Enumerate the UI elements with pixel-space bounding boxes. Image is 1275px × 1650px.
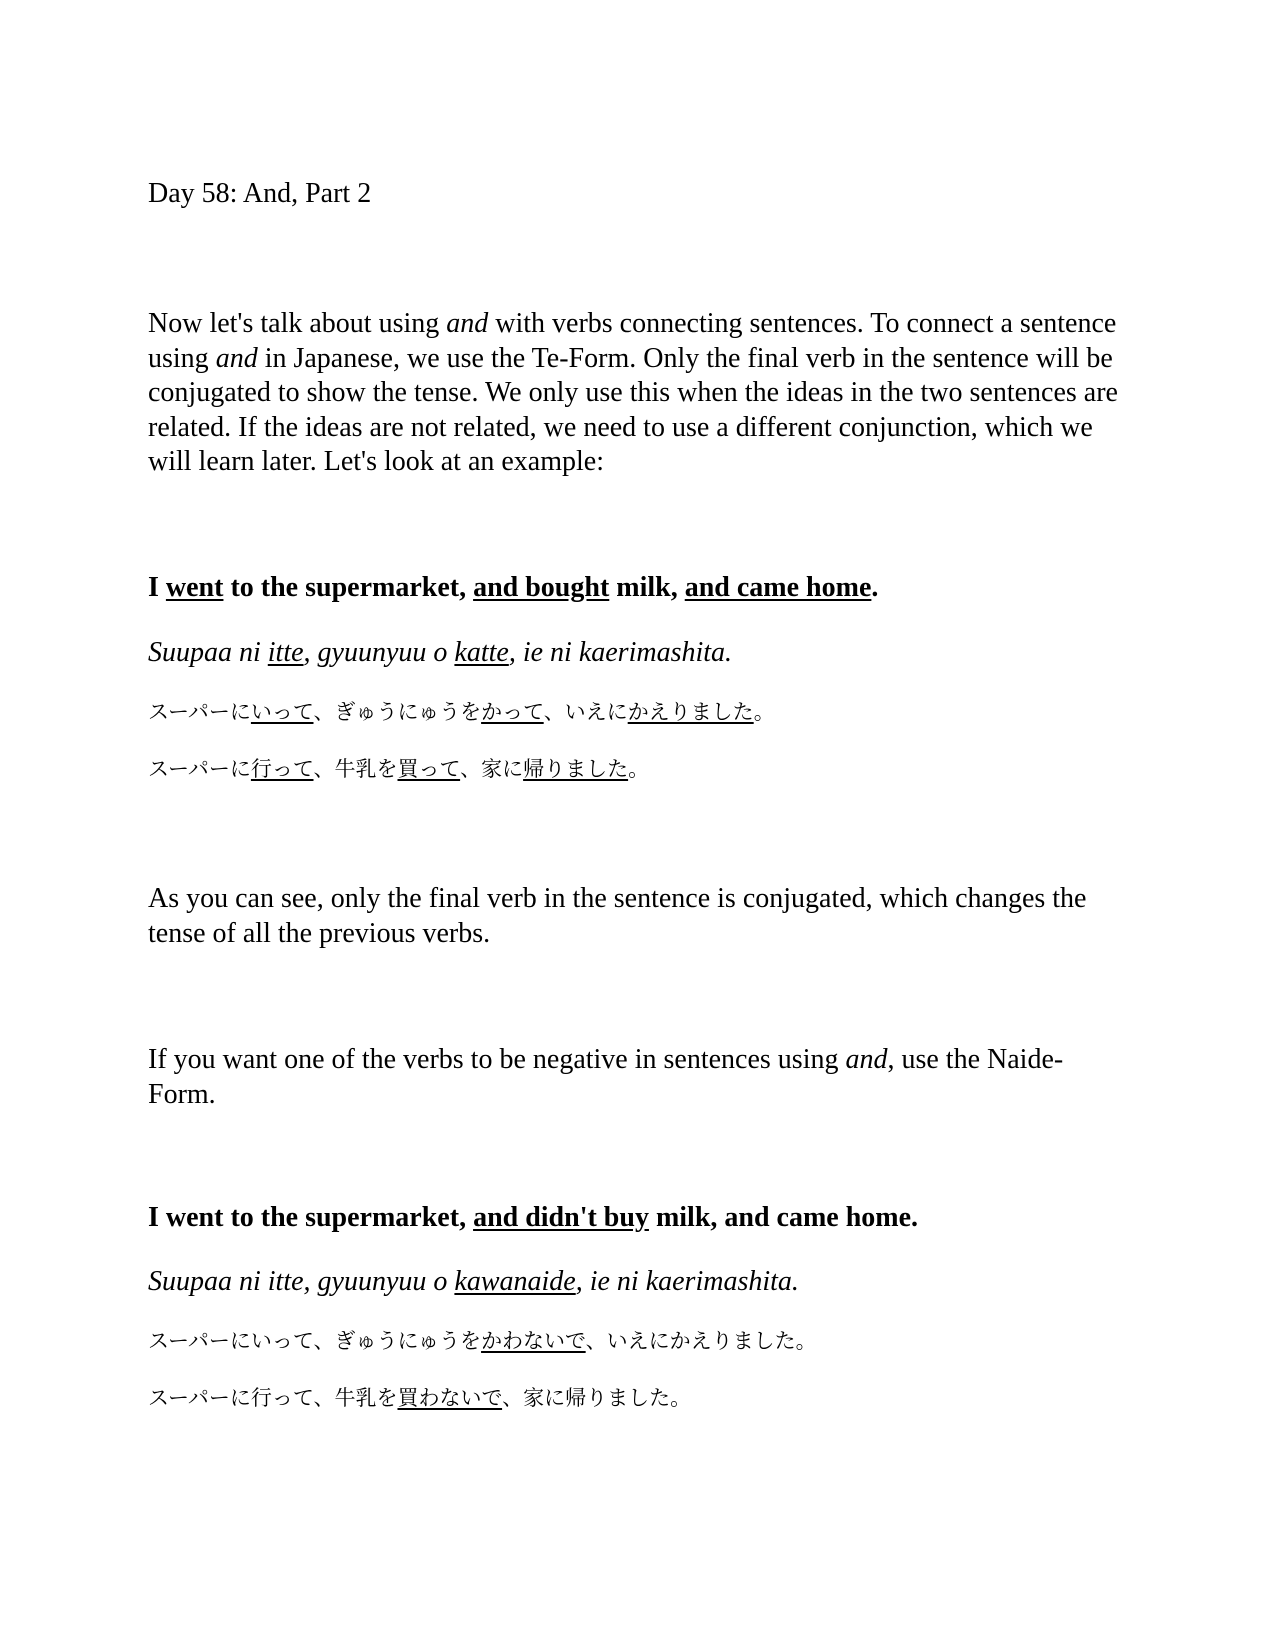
ex1-kana-part: 、ぎゅうにゅうを bbox=[313, 700, 482, 724]
page-title: Day 58: And, Part 2 bbox=[148, 178, 372, 209]
neg-intro-text-1: If you want one of the verbs to be negative in sentences using bbox=[148, 1044, 846, 1075]
ex1-en-underlined: and came home bbox=[684, 572, 872, 603]
intro-paragraph bbox=[148, 307, 1128, 480]
ex1-ro-underlined: katte bbox=[454, 637, 509, 668]
ex1-en-underlined: and bought bbox=[473, 572, 610, 603]
neg-intro-text-2: , use the Naide-Form. bbox=[148, 1044, 1064, 1110]
ex1-en-part: to the supermarket, bbox=[223, 572, 474, 603]
ex2-ro-part: Suupaa ni itte, gyuunyuu o bbox=[148, 1266, 455, 1297]
ex1-en-part: I bbox=[148, 572, 166, 603]
ex1-kanji-part: スーパーに bbox=[148, 757, 251, 781]
ex1-kanji-part: 、家に bbox=[460, 757, 524, 781]
ex1-kana-underlined: かえりました bbox=[627, 700, 754, 724]
ex1-ro-part: , gyuunyuu o bbox=[303, 637, 455, 668]
intro-and-1: and bbox=[446, 308, 489, 339]
neg-intro-and: and bbox=[845, 1044, 888, 1075]
ex1-ro-part: Suupaa ni bbox=[148, 637, 268, 668]
intro-text-2: with verbs connecting sentences. To connect a sentence using bbox=[148, 308, 1117, 374]
ex2-kanji-underlined: 買わないで bbox=[397, 1386, 503, 1410]
example2-kana bbox=[148, 1327, 1128, 1355]
example2-english bbox=[148, 1201, 1128, 1235]
ex2-ro-part: , ie ni kaerimashita. bbox=[575, 1266, 799, 1297]
ex2-en-underlined: and didn't buy bbox=[473, 1202, 649, 1233]
ex2-kana-part: 、いえにかえりました。 bbox=[585, 1329, 817, 1353]
ex1-kana-part: 、いえに bbox=[543, 700, 628, 724]
ex1-kana-part: 。 bbox=[753, 700, 775, 724]
ex1-kanji-underlined: 買って bbox=[397, 757, 461, 781]
example2-romaji bbox=[148, 1265, 1128, 1299]
ex1-kana-part: スーパーに bbox=[148, 700, 251, 724]
ex1-ro-part: , ie ni kaerimashita. bbox=[508, 637, 733, 668]
ex2-kanji-part: 、家に帰りました。 bbox=[502, 1386, 692, 1410]
ex1-kanji-part: 、牛乳を bbox=[313, 757, 398, 781]
ex1-en-underlined: went bbox=[165, 572, 224, 603]
ex2-en-part: milk, and came home. bbox=[648, 1202, 919, 1233]
ex2-kana-part: スーパーにいって、ぎゅうにゅうを bbox=[148, 1329, 482, 1353]
ex1-kanji-underlined: 帰りました bbox=[523, 757, 629, 781]
intro-text-1: Now let's talk about using bbox=[148, 308, 447, 339]
example1-romaji bbox=[148, 636, 1128, 670]
ex1-kana-underlined: いって bbox=[250, 700, 314, 724]
example1-english bbox=[148, 571, 1128, 605]
ex2-kana-underlined: かわないで bbox=[481, 1329, 586, 1353]
example1-kanji bbox=[148, 755, 1128, 783]
ex1-kanji-part: 。 bbox=[628, 757, 650, 781]
ex2-kanji-part: スーパーに行って、牛乳を bbox=[148, 1386, 398, 1410]
ex2-ro-underlined: kawanaide bbox=[454, 1266, 576, 1297]
ex1-ro-underlined: itte bbox=[267, 637, 304, 668]
ex1-kana-underlined: かって bbox=[481, 700, 544, 724]
ex1-en-part: . bbox=[871, 572, 879, 603]
ex2-en-part: I went to the supermarket, bbox=[148, 1202, 474, 1233]
note-paragraph: As you can see, only the final verb in the sentence is conjugated, which changes the tense of all the previous verbs. bbox=[148, 883, 1087, 949]
example1-kana bbox=[148, 698, 1128, 726]
intro-and-2: and bbox=[215, 342, 258, 374]
negative-intro-paragraph bbox=[148, 1043, 1128, 1112]
example2-kanji bbox=[148, 1384, 1128, 1412]
ex1-kanji-underlined: 行って bbox=[250, 757, 314, 781]
intro-text-3: in Japanese, we use the Te-Form. Only the final verb in the sentence will be conjugated to show the tense. We only use this when the ideas in the two sentences are related. If the ideas are not related, we need to use a different conjunction, which we will learn later. Let's look at an example: bbox=[148, 342, 1118, 477]
ex1-en-part: milk, bbox=[609, 572, 685, 603]
